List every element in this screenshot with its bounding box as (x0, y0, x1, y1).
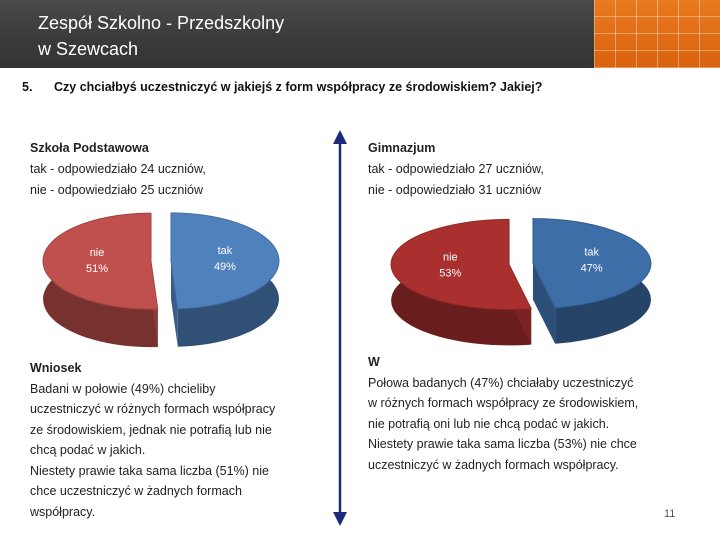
slide-header (0, 0, 720, 68)
right-conclusion-line: nie potrafią oni lub nie chcą podać w jakich. (368, 416, 610, 431)
left-conclusion (30, 358, 275, 522)
right-conclusion-line: w różnych formach współpracy ze środowiskiem, (368, 396, 639, 410)
title-line-1: Zespół Szkolno - Przedszkolny (38, 13, 285, 33)
pie-chart-right (386, 204, 656, 354)
slide-title (38, 10, 284, 62)
left-no-line: nie - odpowiedziało 25 uczniów (30, 183, 204, 197)
pie-value-1-nie: 53% (439, 267, 462, 280)
right-summary (368, 138, 544, 201)
pie-label-0-tak: tak (217, 245, 233, 258)
right-yes-line: tak - odpowiedziało 27 uczniów, (368, 162, 544, 176)
right-conclusion-line: Połowa badanych (47%) chciałaby uczestniczyć (368, 375, 634, 390)
decorative-orange-grid (594, 0, 720, 68)
left-conclusion-line: ze środowiskiem, jednak nie potrafią lub nie (30, 422, 272, 437)
double-arrow-divider (333, 130, 347, 526)
pie-value-0-tak: 49% (213, 261, 236, 274)
left-summary (30, 138, 206, 201)
page-number: 11 (664, 508, 676, 520)
left-conclusion-title: Wniosek (30, 361, 82, 375)
right-conclusion-title: W (368, 355, 380, 369)
pie-chart-left (36, 206, 286, 356)
left-yes-line: tak - odpowiedziało 24 uczniów, (30, 162, 206, 176)
pie-value-1-tak: 47% (580, 262, 603, 275)
pie-label-1-tak: tak (584, 246, 600, 259)
pie-value-0-nie: 51% (86, 262, 109, 275)
question-number: 5. (22, 80, 33, 94)
right-conclusion-line: uczestniczyć w żadnych formach współpracy. (368, 457, 619, 472)
title-line-2: w Szewcach (38, 39, 139, 59)
right-no-line: nie - odpowiedziało 31 uczniów (368, 183, 542, 197)
left-conclusion-line: chcą podać w jakich. (30, 443, 146, 457)
right-conclusion (368, 352, 638, 475)
question-text: Czy chciałbyś uczestniczyć w jakiejś z form współpracy ze środowiskiem? Jakiej? (54, 80, 543, 94)
right-conclusion-line: Niestety prawie taka sama liczba (53%) nie chce (368, 437, 637, 451)
pie-label-0-nie: nie (89, 246, 105, 259)
question (22, 80, 542, 94)
left-conclusion-line: uczestniczyć w różnych formach współpracy (30, 402, 276, 416)
pie-label-1-nie: nie (442, 251, 458, 264)
left-conclusion-line: współpracy. (30, 504, 96, 519)
left-conclusion-line: Niestety prawie taka sama liczba (51%) nie (30, 463, 269, 478)
left-school-name: Szkoła Podstawowa (30, 141, 149, 155)
right-school-name: Gimnazjum (368, 141, 436, 155)
left-conclusion-line: Badani w połowie (49%) chcieliby (30, 381, 216, 396)
left-conclusion-line: chce uczestniczyć w żadnych formach (30, 484, 242, 498)
